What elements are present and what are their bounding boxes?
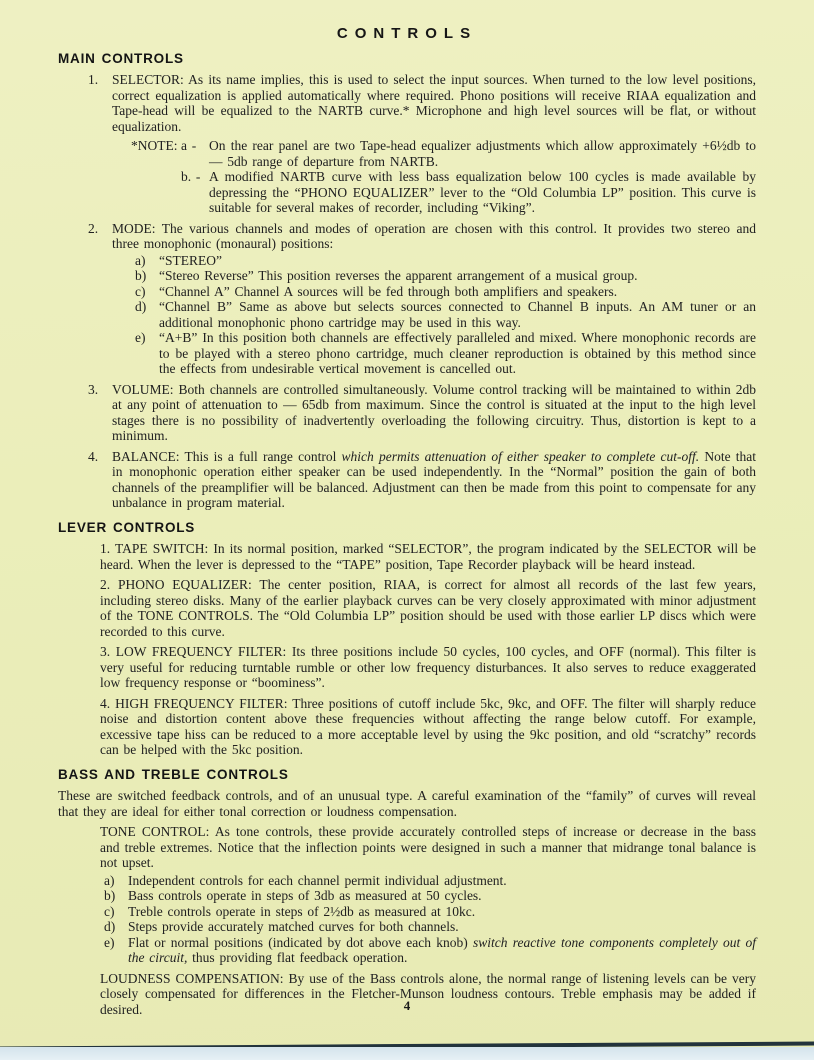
point-label: e): [104, 934, 115, 950]
mode-option: [135, 268, 756, 284]
tone-points-list: [104, 873, 756, 966]
item-text: [112, 221, 756, 377]
tone-point: [104, 919, 756, 935]
item-number: 3.: [88, 381, 99, 397]
option-text: “Channel A” Channel A sources will be fed through both amplifiers and speakers.: [159, 283, 618, 299]
tone-point: [104, 888, 756, 904]
point-label: d): [104, 919, 116, 934]
point-label: c): [104, 903, 115, 919]
paragraph-loudness-compensation: LOUDNESS COMPENSATION: By use of the Bass controls alone, the normal range of listening levels can be very closely compensated for differences in the Fletcher-Munson loudness contours. Treble emphasis may be added if desired.: [100, 970, 756, 1017]
item-number: 1.: [88, 72, 99, 87]
point-text: Independent controls for each channel permit individual adjustment.: [128, 872, 507, 888]
point-text: Steps provide accurately matched curves for both channels.: [128, 919, 459, 934]
page-content: [58, 26, 756, 1017]
point-text: Treble controls operate in steps of 2½db as measured at 10kc.: [128, 903, 476, 919]
note-items: [181, 138, 756, 216]
mode-option: [135, 253, 756, 269]
paragraph-high-frequency-filter: 4. HIGH FREQUENCY FILTER: Three positions of cutoff include 5kc, 9kc, and OFF. The filter will sharply reduce noise and distortion content above these frequencies without affecting the range below cutoff. For example, excessive tape hiss can be reduced to a more acceptable level by using the 9kc position, and old “scratchy” records can be helped with the 5kc position.: [100, 695, 756, 757]
paragraph-bass-treble-intro: These are switched feedback controls, and of an unusual type. A careful examination of the “family” of curves will reveal that they are ideal for either tonal correction or loudness compensation.: [58, 788, 756, 819]
option-label: e): [135, 330, 146, 345]
paragraph-tape-switch: 1. TAPE SWITCH: In its normal position, marked “SELECTOR”, the program indicated by the SELECTOR will be heard. When the lever is depressed to the “TAPE” position, Tape Recorder playback will be heard instead.: [100, 541, 756, 572]
tone-point: [104, 873, 756, 889]
paragraph-volume: [88, 382, 756, 444]
mode-option: [135, 284, 756, 300]
paragraph-phono-equalizer: 2. PHONO EQUALIZER: The center position, RIAA, is correct for almost all records of the last few years, including stereo disks. Many of the earlier playback curves can be very closely approximated with minor adjustment of the TONE CONTROLS. The “Old Columbia LP” position should be used with those earlier LP discs which were recorded to this curve.: [100, 577, 756, 639]
note-item-text: A modified NARTB curve with less bass equalization below 100 cycles is made available by depressing the “PHONO EQUALIZER” lever to the “Old Columbia LP” position. This curve is suitable for several makes of recorder, including “Viking”.: [209, 169, 756, 215]
point-label: a): [104, 872, 115, 888]
balance-run3: Note that in monophonic operation either speaker can be used independently. In the “Normal” position the gain of both channels of the preamplifier will be balanced. Adjustment can then be made from this point to compensate for any unbalance in program material.: [112, 448, 756, 510]
balance-run2-italic: which permits attenuation of either speaker to complete cut-off.: [341, 448, 700, 464]
note-label: *NOTE:: [131, 138, 178, 153]
option-label: a): [135, 252, 146, 268]
note-item-b: [181, 169, 756, 216]
paragraph-mode: [88, 221, 756, 377]
paragraph-low-frequency-filter: 3. LOW FREQUENCY FILTER: Its three positions include 50 cycles, 100 cycles, and OFF (normal). This filter is very useful for reducing turntable rumble or other low frequency disturbances. It also serves to reduce exaggerated low frequency response or “boominess”.: [100, 644, 756, 690]
balance-run1: BALANCE: This is a full range control: [112, 448, 342, 464]
page-number: 4: [403, 998, 411, 1013]
section-heading-main-controls: MAIN CONTROLS: [58, 50, 184, 66]
paragraph-tone-control: TONE CONTROL: As tone controls, these provide accurately controlled steps of increase or decrease in the bass and treble extremes. Notice that the inflection points were designed in such a manner that midrange tonal balance is not upset.: [100, 824, 756, 870]
mode-intro: MODE: The various channels and modes of operation are chosen with this control. It provides two stereo and three monophonic (monaural) positions:: [112, 220, 756, 251]
note-item-text: On the rear panel are two Tape-head equalizer adjustments which allow approximately +6½db to — 5db range of departure from NARTB.: [209, 138, 756, 169]
point-text: [128, 935, 756, 966]
section-heading-bass-treble-controls: BASS AND TREBLE CONTROLS: [58, 766, 289, 782]
mode-option: [135, 330, 756, 377]
option-text: “A+B” In this position both channels are effectively paralleled and mixed. Where monophonic records are to be played with a stereo phono cartridge, much cleaner reproduction is obtained by this method since the effects from undesirable vertical movement is cancelled out.: [159, 330, 756, 376]
item-number: 2.: [88, 220, 99, 236]
option-label: d): [135, 299, 147, 314]
note-block: [131, 138, 756, 216]
option-text: “Channel B” Same as above but selects sources connected to Channel B inputs. An AM tuner or an additional monophonic phono cartridge may be used in this way.: [159, 299, 756, 330]
item-text: SELECTOR: As its name implies, this is used to select the input sources. When turned to the low level positions, correct equalization is applied automatically where required. Phono positions will receive RIAA equalization and Tape-head will be equalized to the NARTB curve.* Microphone and high level sources will be flat, or without equalization.: [112, 72, 756, 134]
item-text: VOLUME: Both channels are controlled simultaneously. Volume control tracking will be maintained to within 2db at any point of attenuation to — 65db from maximum. Since the control is situated at the input to the high level stages there is no possibility of inadvertently overloading the following circuitry. Thus, distortion is kept to a minimum.: [112, 381, 756, 443]
point-e-run1: Flat or normal positions (indicated by dot above each knob): [128, 934, 474, 950]
tone-point-e: [104, 935, 756, 966]
option-text: “STEREO”: [159, 252, 222, 268]
mode-options-list: [135, 253, 756, 377]
point-text: Bass controls operate in steps of 3db as measured at 50 cycles.: [128, 888, 482, 903]
page-title: CONTROLS: [336, 25, 478, 42]
scanner-bed-strip: [0, 1047, 814, 1060]
option-text: “Stereo Reverse” This position reverses the apparent arrangement of a musical group.: [159, 268, 638, 283]
point-e-run3: thus providing flat feedback operation.: [187, 950, 408, 965]
mode-option: [135, 299, 756, 330]
point-e-run2-italic: switch reactive tone components completely out of the circuit,: [128, 934, 756, 965]
note-item-label: b. -: [181, 169, 201, 184]
point-label: b): [104, 888, 116, 903]
paragraph-balance: [88, 449, 756, 511]
option-label: c): [135, 283, 146, 299]
note-item-a: [181, 138, 756, 169]
item-text: [112, 449, 756, 511]
paragraph-selector: [88, 72, 756, 134]
option-label: b): [135, 268, 147, 283]
section-heading-lever-controls: LEVER CONTROLS: [58, 519, 196, 535]
note-item-label: a -: [181, 138, 197, 153]
tone-point: [104, 904, 756, 920]
item-number: 4.: [88, 448, 99, 464]
